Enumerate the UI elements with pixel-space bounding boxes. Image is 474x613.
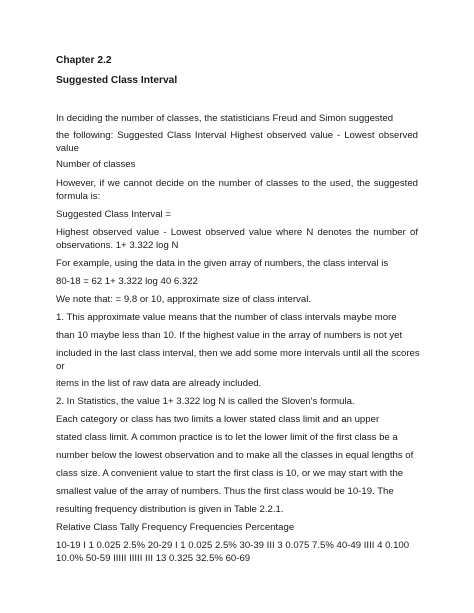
text-line: smallest value of the array of numbers. Thus the first class would be 10-19. The xyxy=(56,486,394,497)
text-line: Highest observed value - Lowest observed value where N denotes the number of xyxy=(56,227,418,238)
text-line: We note that: = 9.8 or 10, approximate size of class interval. xyxy=(56,294,311,305)
text-line: Relative Class Tally Frequency Frequencies Percentage xyxy=(56,522,295,533)
text-line: number below the lowest observation and to make all the classes in equal lengths of xyxy=(56,450,414,461)
text-line: 1. This approximate value means that the number of class intervals maybe more xyxy=(56,312,397,323)
text-line: In deciding the number of classes, the statisticians Freud and Simon suggested xyxy=(56,113,394,124)
text-line: than 10 maybe less than 10. If the highest value in the array of numbers is not yet xyxy=(56,330,403,341)
text-line: stated class limit. A common practice is to let the lower limit of the first class be a xyxy=(56,432,398,443)
text-line: the following: Suggested Class Interval Highest observed value - Lowest observed xyxy=(56,130,418,141)
text-line: 10.0% 50-59 IIIII IIIII III 13 0.325 32.5% 60-69 xyxy=(56,553,251,564)
text-line: resulting frequency distribution is given in Table 2.2.1. xyxy=(56,504,284,515)
text-line: items in the list of raw data are already included. xyxy=(56,378,262,389)
text-line: Suggested Class Interval = xyxy=(56,209,171,220)
text-line: 80-18 = 62 1+ 3.322 log 40 6.322 xyxy=(56,276,198,287)
text-line: Number of classes xyxy=(56,159,136,170)
text-line: 2. In Statistics, the value 1+ 3.322 log N is called the Sloven's formula. xyxy=(56,396,355,407)
section-title: Suggested Class Interval xyxy=(56,75,178,86)
text-line: 10-19 I 1 0.025 2.5% 20-29 I 1 0.025 2.5% 30-39 III 3 0.075 7.5% 40-49 IIII 4 0.100 xyxy=(56,540,410,551)
text-line: class size. A convenient value to start the first class is 10, or we may start with the xyxy=(56,468,404,479)
text-line: value xyxy=(56,143,79,154)
text-line: or xyxy=(56,361,65,372)
text-line: However, if we cannot decide on the number of classes to the used, the suggested xyxy=(56,178,418,189)
text-line: formula is: xyxy=(56,191,101,202)
chapter-heading: Chapter 2.2 xyxy=(56,55,112,66)
text-line: included in the last class interval, then we add some more intervals until all the scores xyxy=(56,348,420,359)
text-line: For example, using the data in the given array of numbers, the class interval is xyxy=(56,258,389,269)
text-line: observations. 1+ 3.322 log N xyxy=(56,240,179,251)
text-line: Each category or class has two limits a lower stated class limit and an upper xyxy=(56,414,380,425)
